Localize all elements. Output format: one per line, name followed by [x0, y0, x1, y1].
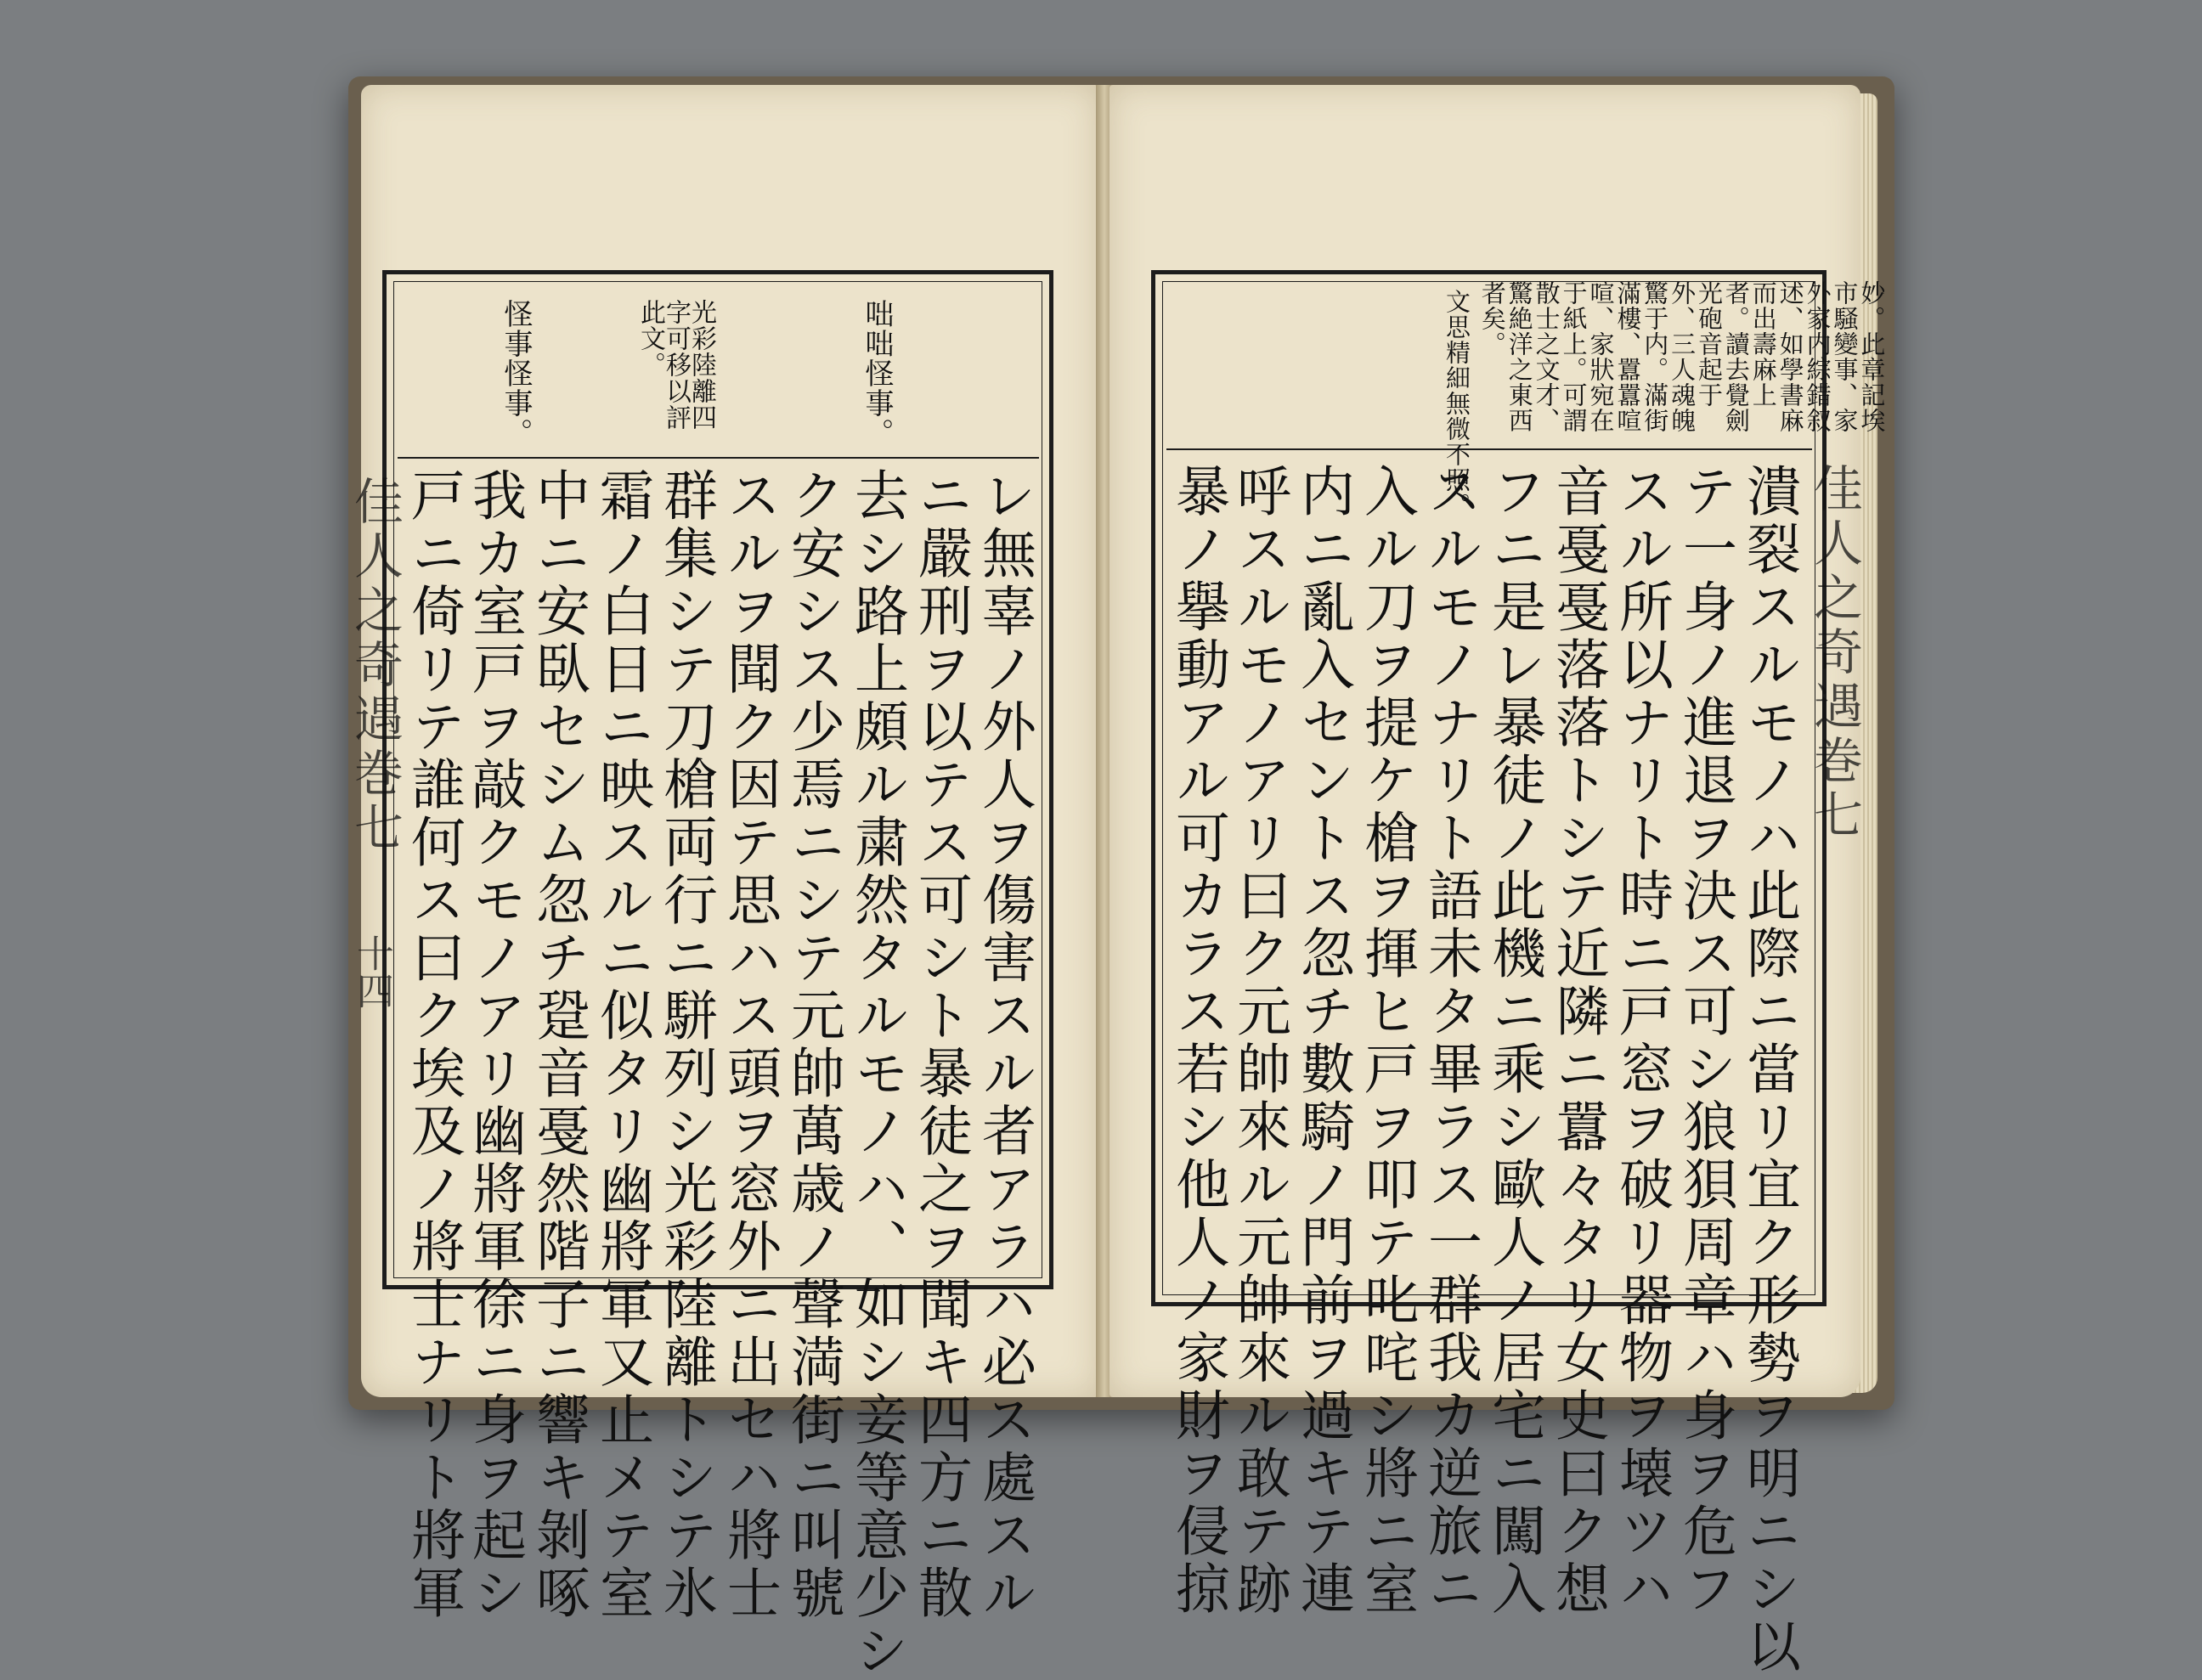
right-column-1: 潰裂スルモノハ此際ニ當リ宜ク形勢ヲ明ニシ以: [1737, 463, 1800, 1676]
right-column-6: スルモノナリト語未タ畢ラス一群我カ逆旅ニ: [1419, 463, 1482, 1618]
right-column-9: 呼スルモノアリ曰ク元帥來ル元帥來ル敢テ跡: [1228, 463, 1290, 1618]
right-column-5: フニ是レ暴徒ノ此機ニ乘シ歐人ノ居宅ニ闖入: [1482, 463, 1545, 1618]
right-hanshin: 佳人之奇遇巻七: [1805, 463, 1863, 843]
left-column-9: 我カ室戸ヲ敲クモノアリ幽將軍徐ニ身ヲ起シ: [463, 467, 526, 1622]
right-column-8: 内ニ亂入セントス忽チ數騎ノ門前ヲ過キテ連: [1291, 463, 1354, 1618]
left-note-divider: [398, 457, 1039, 459]
right-column-7: 入ル刀ヲ提ケ槍ヲ揮ヒ戸ヲ叩テ叱咤シ將ニ室: [1355, 463, 1418, 1618]
right-note-2: 文思精細無微不照。: [1443, 289, 1471, 518]
left-column-4: ク安シス少焉ニシテ元帥萬歳ノ聲満街ニ叫號: [782, 467, 844, 1622]
right-column-10: 暴ノ擧動アル可カラス若シ他人ノ家財ヲ侵掠: [1166, 463, 1229, 1618]
left-column-3: 去シ路上頗ル粛然タルモノハ、如シ妾等意少シ: [845, 467, 908, 1680]
right-column-3: スル所以ナリト時ニ戸窓ヲ破リ器物ヲ壊ツハ: [1610, 463, 1673, 1618]
right-column-4: 音戞戞落落トシテ近隣ニ囂々タリ女史曰ク想: [1546, 463, 1609, 1618]
left-note-1: 咄咄怪事。: [860, 299, 894, 448]
left-column-8: 中ニ安臥セシム忽チ跫音戞然階子ニ響キ剝啄: [527, 467, 590, 1622]
left-column-2: ニ嚴刑ヲ以テス可シト暴徒之ヲ聞キ四方ニ散: [909, 467, 972, 1622]
left-page-number: 十四: [350, 934, 393, 1009]
left-column-7: 霜ノ白日ニ映スルニ似タリ幽將軍又止メテ室: [590, 467, 653, 1622]
left-hanshin: 佳人之奇遇巻七: [346, 476, 404, 856]
left-note-3: 怪事怪事。: [499, 299, 533, 448]
left-column-1: レ無辜ノ外人ヲ傷害スル者アラハ必ス處スル: [973, 467, 1036, 1622]
right-note-divider: [1166, 448, 1812, 450]
left-note-2: 光彩陸離四字可移以評此文。: [635, 299, 716, 431]
left-column-5: スルヲ聞ク因テ思ハス頭ヲ窓外ニ出セハ將士: [718, 467, 781, 1622]
left-column-10: 戸ニ倚リテ誰何ス曰ク埃及ノ將士ナリト將軍: [402, 467, 465, 1622]
right-note-1: 妙。此章記埃市騒變事、家外家内綜錯叙述、如學書麻而出壽麻上者。讀去覺劍光砲音起于外、三人魂魄驚于内。滿街滿樓、囂囂喧喧、家狀宛在于紙上。可謂散士之文才、驚絶洋之東西者矣。: [1477, 280, 1887, 433]
right-column-2: テ一身ノ進退ヲ決ス可シ狼狽周章ハ身ヲ危フ: [1674, 463, 1736, 1618]
left-column-6: 群集シテ刀槍両行ニ駢列シ光彩陸離トシテ氷: [654, 467, 717, 1622]
